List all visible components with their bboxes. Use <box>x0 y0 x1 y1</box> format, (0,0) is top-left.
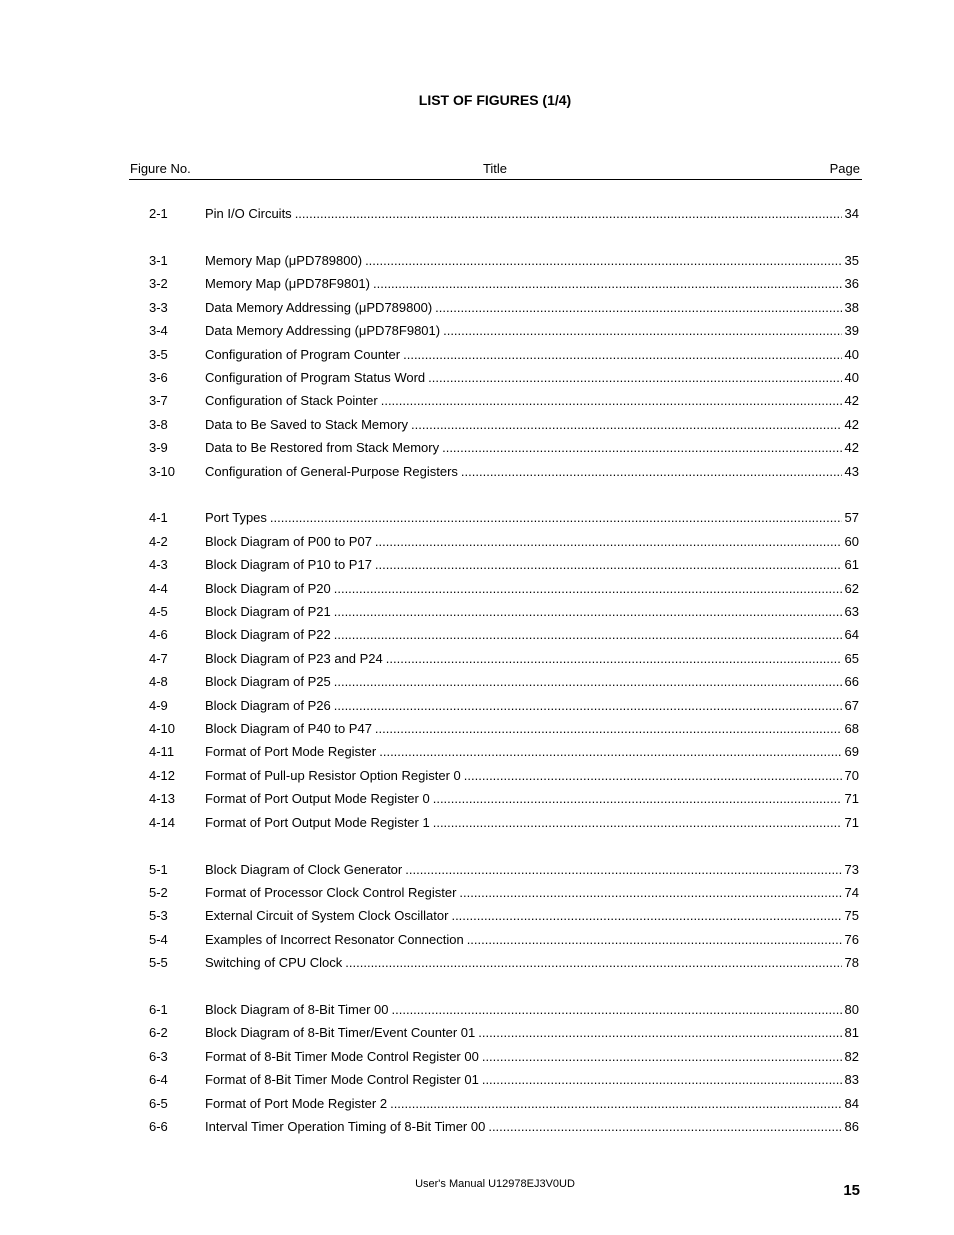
entry-leader-line <box>205 882 859 904</box>
header-rule <box>129 179 862 180</box>
figure-number: 3-7 <box>149 393 168 409</box>
figure-title: Block Diagram of P25 <box>205 674 331 690</box>
figure-number: 4-10 <box>149 721 176 736</box>
figure-page: 40 <box>844 369 859 385</box>
entry-leader-line <box>205 320 859 342</box>
figure-page: 34 <box>844 206 859 221</box>
figure-page: 78 <box>844 955 859 971</box>
figure-title: Block Diagram of P22 <box>205 627 331 643</box>
list-item <box>0 905 954 927</box>
entry-leader-line <box>205 952 859 974</box>
figure-number: 3-2 <box>149 276 168 292</box>
dot-leader <box>334 578 842 600</box>
list-item <box>0 718 954 740</box>
column-header-figure-no: Figure No. <box>130 161 191 176</box>
dot-leader <box>478 1022 841 1044</box>
figure-page: 60 <box>844 533 859 549</box>
entry-leader-line <box>205 578 859 600</box>
list-item <box>0 671 954 693</box>
entry-leader-line <box>205 437 859 459</box>
dot-leader <box>428 367 841 389</box>
figure-number: 3-10 <box>149 463 176 479</box>
dot-leader <box>451 905 841 927</box>
figure-title: Memory Map (μPD789800) <box>205 252 363 268</box>
figure-page: 75 <box>844 908 859 924</box>
dot-leader <box>334 601 842 623</box>
figure-number: 4-13 <box>149 791 176 807</box>
list-item <box>0 578 954 600</box>
figure-title: Block Diagram of P26 <box>205 697 331 713</box>
entry-leader-line <box>205 812 859 834</box>
figure-page: 42 <box>844 393 859 409</box>
entry-leader-line <box>205 648 859 670</box>
figure-number: 6-3 <box>149 1048 168 1064</box>
figure-title: Block Diagram of P00 to P07 <box>205 533 372 549</box>
entry-leader-line <box>205 741 859 763</box>
figure-number: 6-6 <box>149 1119 168 1134</box>
list-item <box>0 601 954 623</box>
list-item <box>0 250 954 272</box>
figure-title: Format of 8-Bit Timer Mode Control Register 01 <box>205 1072 479 1088</box>
list-item <box>0 929 954 951</box>
entry-leader-line <box>205 1046 859 1068</box>
footer-manual-id: User's Manual U12978EJ3V0UD <box>415 1178 575 1190</box>
figure-number: 5-1 <box>149 861 168 877</box>
entry-leader-line <box>205 390 859 412</box>
dot-leader <box>381 390 842 412</box>
list-item <box>0 507 954 529</box>
figure-number: 4-7 <box>149 650 168 666</box>
figure-number: 4-5 <box>149 604 168 619</box>
figure-number: 4-11 <box>149 744 175 760</box>
list-item <box>0 203 954 225</box>
figure-number: 6-5 <box>149 1095 168 1111</box>
dot-leader <box>459 882 841 904</box>
entry-leader-line <box>205 414 859 436</box>
figure-title: Configuration of Stack Pointer <box>205 393 378 409</box>
figure-title: Block Diagram of Clock Generator <box>205 861 403 877</box>
figure-title: Port Types <box>205 510 267 526</box>
column-header-page: Page <box>829 161 860 176</box>
figure-number: 6-4 <box>149 1072 168 1088</box>
figure-page: 67 <box>844 697 859 713</box>
entry-leader-line <box>205 1116 859 1138</box>
figure-number: 4-9 <box>149 697 168 713</box>
figure-number: 4-2 <box>149 533 168 549</box>
dot-leader <box>334 624 842 646</box>
figure-page: 70 <box>844 767 859 783</box>
entry-leader-line <box>205 788 859 810</box>
figure-title: Block Diagram of P40 to P47 <box>205 721 372 736</box>
list-item <box>0 788 954 810</box>
dot-leader <box>345 952 841 974</box>
list-item <box>0 1022 954 1044</box>
entry-leader-line <box>205 905 859 927</box>
dot-leader <box>375 718 842 740</box>
figure-title: Block Diagram of 8-Bit Timer/Event Counter 01 <box>205 1025 476 1041</box>
list-item <box>0 1046 954 1068</box>
figure-page: 71 <box>844 791 859 807</box>
entry-leader-line <box>205 507 859 529</box>
list-item <box>0 367 954 389</box>
entry-leader-line <box>205 718 859 740</box>
list-item <box>0 1093 954 1115</box>
figure-page: 83 <box>844 1072 859 1088</box>
figure-title: Format of Port Output Mode Register 1 <box>205 814 430 830</box>
entry-leader-line <box>205 929 859 951</box>
figure-page: 42 <box>844 440 859 456</box>
figure-number: 3-4 <box>149 323 168 339</box>
figure-number: 5-2 <box>149 884 168 900</box>
entry-leader-line <box>205 1093 859 1115</box>
figure-number: 5-5 <box>149 955 168 971</box>
figure-page: 43 <box>844 463 859 479</box>
figure-number: 4-8 <box>149 674 168 690</box>
page-title: LIST OF FIGURES (1/4) <box>418 92 572 108</box>
list-item <box>0 1116 954 1138</box>
figure-title: External Circuit of System Clock Oscillator <box>205 908 449 924</box>
figure-title: Examples of Incorrect Resonator Connection <box>205 931 464 947</box>
entry-leader-line <box>205 461 859 483</box>
figure-title: Format of 8-Bit Timer Mode Control Register 00 <box>205 1048 479 1064</box>
list-item <box>0 695 954 717</box>
entry-leader-line <box>205 554 859 576</box>
list-item <box>0 273 954 295</box>
figure-title: Configuration of General-Purpose Registers <box>205 463 458 479</box>
figure-page: 38 <box>844 299 859 315</box>
dot-leader <box>386 648 842 670</box>
list-item <box>0 437 954 459</box>
figure-title: Block Diagram of P10 to P17 <box>205 557 372 573</box>
dot-leader <box>334 671 842 693</box>
figure-title: Switching of CPU Clock <box>205 955 343 971</box>
figure-title: Block Diagram of 8-Bit Timer 00 <box>205 1002 389 1017</box>
entry-leader-line <box>205 859 859 881</box>
entry-leader-line <box>205 695 859 717</box>
dot-leader <box>442 437 841 459</box>
list-item <box>0 461 954 483</box>
entry-leader-line <box>205 1022 859 1044</box>
column-header-title: Title <box>482 161 508 176</box>
figure-page: 86 <box>844 1119 859 1134</box>
figure-number: 6-2 <box>149 1025 168 1041</box>
figure-title: Data Memory Addressing (μPD78F9801) <box>205 323 441 339</box>
list-item <box>0 765 954 787</box>
list-item <box>0 414 954 436</box>
figure-title: Memory Map (μPD78F9801) <box>205 276 370 292</box>
entry-leader-line <box>205 531 859 553</box>
list-item <box>0 648 954 670</box>
figure-page: 62 <box>844 580 859 596</box>
figure-page: 68 <box>844 721 859 736</box>
figure-title: Interval Timer Operation Timing of 8-Bit Timer 00 <box>205 1119 486 1134</box>
dot-leader <box>392 999 842 1021</box>
list-item <box>0 882 954 904</box>
figure-title: Configuration of Program Status Word <box>205 369 426 385</box>
dot-leader <box>375 554 842 576</box>
figure-title: Format of Port Mode Register <box>205 744 377 760</box>
figure-page: 71 <box>844 814 859 830</box>
dot-leader <box>488 1116 841 1138</box>
figure-title: Block Diagram of P20 <box>205 580 331 596</box>
entry-leader-line <box>205 1069 859 1091</box>
figure-page: 63 <box>844 604 859 619</box>
dot-leader <box>365 250 841 272</box>
figure-number: 4-1 <box>149 510 168 526</box>
figure-page: 36 <box>844 276 859 292</box>
figure-page: 64 <box>844 627 859 643</box>
figure-page: 82 <box>844 1048 859 1064</box>
list-item <box>0 320 954 342</box>
figure-title: Data Memory Addressing (μPD789800) <box>205 299 433 315</box>
figure-page: 39 <box>844 323 859 339</box>
dot-leader <box>379 741 841 763</box>
figure-number: 3-9 <box>149 440 168 456</box>
dot-leader <box>435 297 841 319</box>
dot-leader <box>482 1046 842 1068</box>
dot-leader <box>443 320 841 342</box>
entry-leader-line <box>205 273 859 295</box>
figure-number: 5-3 <box>149 908 168 924</box>
figure-number: 3-8 <box>149 416 168 432</box>
list-item <box>0 344 954 366</box>
figure-page: 57 <box>844 510 859 526</box>
list-item <box>0 1069 954 1091</box>
figure-title: Format of Processor Clock Control Register <box>205 884 457 900</box>
figure-number: 4-4 <box>149 580 168 596</box>
figure-number: 3-5 <box>149 346 168 362</box>
dot-leader <box>334 695 842 717</box>
figure-number: 4-14 <box>149 814 176 830</box>
figure-page: 76 <box>844 931 859 947</box>
figure-page: 69 <box>844 744 859 760</box>
dot-leader <box>461 461 842 483</box>
figure-number: 2-1 <box>149 206 168 221</box>
figure-title: Pin I/O Circuits <box>205 206 292 221</box>
figure-page: 35 <box>844 252 859 268</box>
list-item <box>0 952 954 974</box>
figure-number: 5-4 <box>149 931 168 947</box>
dot-leader <box>373 273 842 295</box>
list-item <box>0 741 954 763</box>
entry-leader-line <box>205 344 859 366</box>
dot-leader <box>375 531 842 553</box>
entry-leader-line <box>205 671 859 693</box>
entry-leader-line <box>205 999 859 1021</box>
figure-number: 3-1 <box>149 252 168 268</box>
figure-page: 73 <box>844 861 859 877</box>
figure-title: Format of Port Mode Register 2 <box>205 1095 388 1111</box>
figure-number: 3-3 <box>149 299 168 315</box>
figure-page: 61 <box>844 557 859 573</box>
dot-leader <box>482 1069 842 1091</box>
list-item <box>0 859 954 881</box>
figure-page: 65 <box>844 650 859 666</box>
entry-leader-line <box>205 367 859 389</box>
entry-leader-line <box>205 203 859 225</box>
list-item <box>0 297 954 319</box>
dot-leader <box>405 859 841 881</box>
figure-title: Configuration of Program Counter <box>205 346 401 362</box>
list-item <box>0 999 954 1021</box>
dot-leader <box>464 765 842 787</box>
figure-page: 42 <box>844 416 859 432</box>
figure-page: 74 <box>844 884 859 900</box>
figure-title: Data to Be Restored from Stack Memory <box>205 440 440 456</box>
figure-number: 3-6 <box>149 369 168 385</box>
dot-leader <box>295 203 842 225</box>
entry-leader-line <box>205 624 859 646</box>
dot-leader <box>433 812 842 834</box>
figure-title: Format of Port Output Mode Register 0 <box>205 791 430 807</box>
dot-leader <box>467 929 842 951</box>
dot-leader <box>403 344 841 366</box>
entry-leader-line <box>205 601 859 623</box>
dot-leader <box>411 414 841 436</box>
figure-number: 6-1 <box>149 1002 168 1017</box>
list-item <box>0 531 954 553</box>
figure-title: Block Diagram of P23 and P24 <box>205 650 383 666</box>
dot-leader <box>433 788 842 810</box>
figure-page: 66 <box>844 674 859 690</box>
page-number: 15 <box>843 1182 860 1199</box>
figure-number: 4-6 <box>149 627 168 643</box>
list-item <box>0 812 954 834</box>
entry-leader-line <box>205 765 859 787</box>
figure-title: Data to Be Saved to Stack Memory <box>205 416 409 432</box>
dot-leader <box>390 1093 841 1115</box>
figure-page: 84 <box>844 1095 859 1111</box>
entry-leader-line <box>205 250 859 272</box>
figure-page: 40 <box>844 346 859 362</box>
list-item <box>0 624 954 646</box>
figure-number: 4-3 <box>149 557 168 573</box>
figure-page: 81 <box>844 1025 859 1041</box>
list-item <box>0 554 954 576</box>
entry-leader-line <box>205 297 859 319</box>
dot-leader <box>270 507 842 529</box>
figure-title: Format of Pull-up Resistor Option Register 0 <box>205 767 461 783</box>
figure-title: Block Diagram of P21 <box>205 604 331 619</box>
figure-number: 4-12 <box>149 767 176 783</box>
list-item <box>0 390 954 412</box>
figure-page: 80 <box>844 1002 859 1017</box>
